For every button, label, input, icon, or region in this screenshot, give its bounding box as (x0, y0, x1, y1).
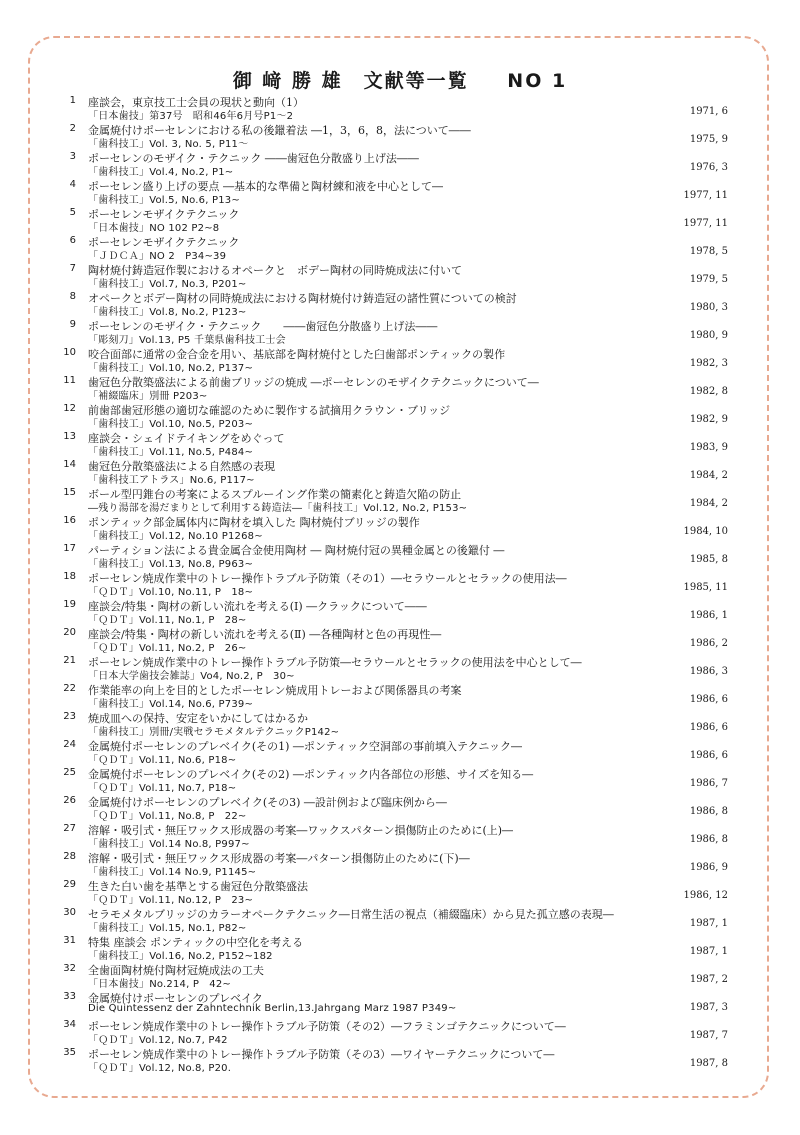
entry-number: 20 (63, 627, 76, 638)
entry-title: 座談会，東京技工士会員の現状と動向（1） (88, 96, 304, 109)
entry-number: 8 (69, 291, 76, 302)
entry-number: 9 (69, 319, 76, 330)
list-item (60, 542, 728, 570)
entry-source: 「日本歯技」第37号 昭和46年6月号P1～2 (88, 111, 294, 122)
entry-date: 1986, 7 (689, 778, 728, 789)
entry-source: 「歯科技工」Vol. 3, No. 5, P11～ (88, 139, 249, 150)
entry-number: 13 (63, 431, 76, 442)
entry-date: 1976, 3 (689, 162, 728, 173)
entry-number: 32 (63, 963, 76, 974)
entry-number: 11 (63, 375, 76, 386)
entry-title: 生きた白い歯を基準とする歯冠色分散築盛法 (88, 880, 308, 893)
entry-title: 金属焼付けポーセレンにおける私の後鑞着法 ―1，3，6，8，法について―― (88, 124, 471, 137)
list-item (60, 374, 728, 402)
entry-number: 22 (63, 683, 76, 694)
entry-number: 33 (63, 991, 76, 1002)
entry-date: 1980, 3 (689, 302, 728, 313)
entry-title: 歯冠色分散築盛法による前歯ブリッジの焼成 ―ポーセレンのモザイクテクニックについて― (88, 376, 539, 389)
entry-number: 29 (63, 879, 76, 890)
entry-date: 1977, 11 (683, 218, 728, 229)
list-item (60, 206, 728, 234)
list-item (60, 962, 728, 990)
entry-source: 「歯科技工」Vol.14 No.9, P1145~ (88, 867, 257, 878)
entry-number: 24 (63, 739, 76, 750)
entry-date: 1983, 9 (689, 442, 728, 453)
list-item (60, 738, 728, 766)
list-item (60, 990, 728, 1018)
entry-source: 「ＱＤＴ」Vol.11, No.2, P 26~ (88, 643, 247, 654)
entry-source: 「歯科技工」Vol.10, No.5, P203~ (88, 419, 254, 430)
entry-title: 歯冠色分散築盛法による自然感の表現 (88, 460, 275, 473)
entry-source: 「彫刻刀」Vol.13, P5 千葉県歯科技工士会 (88, 335, 286, 346)
entry-source: 「歯科技工」Vol.13, No.8, P963~ (88, 559, 254, 570)
entry-date: 1986, 2 (689, 638, 728, 649)
entry-title: 溶解・吸引式・無圧ワックス形成器の考案―パターン損傷防止のために(下)― (88, 852, 470, 865)
entry-number: 4 (69, 179, 76, 190)
list-item (60, 598, 728, 626)
entry-source: 「歯科技工」Vol.16, No.2, P152~182 (88, 951, 273, 962)
entry-date: 1986, 8 (689, 806, 728, 817)
entry-date: 1987, 3 (689, 1002, 728, 1013)
bibliography-list (60, 94, 728, 1074)
list-item (60, 318, 728, 346)
entry-title: 金属焼付けポーセレンのプレベイク (88, 992, 263, 1005)
entry-title: ポンティック部金属体内に陶材を填入した 陶材焼付ブリッジの製作 (88, 516, 420, 529)
list-item (60, 1046, 728, 1074)
entry-source: 「日本歯技」No.214, P 42~ (88, 979, 231, 990)
entry-number: 5 (69, 207, 76, 218)
entry-source: 「歯科技工」Vol.5, No.6, P13~ (88, 195, 240, 206)
list-item (60, 850, 728, 878)
list-item (60, 878, 728, 906)
entry-title: ポーセレンモザイクテクニック (88, 208, 240, 221)
entry-date: 1984, 10 (683, 526, 728, 537)
entry-number: 34 (63, 1019, 76, 1030)
entry-title: 全歯面陶材焼付陶材冠焼成法の工夫 (88, 964, 264, 977)
entry-date: 1985, 8 (689, 554, 728, 565)
list-item (60, 906, 728, 934)
entry-number: 15 (63, 487, 76, 498)
entry-title: ボール型円錐台の考案によるスプルーイング作業の簡素化と鋳造欠陥の防止 (88, 488, 462, 501)
entry-title: ポーセレンのモザイク・テクニック ――歯冠色分散盛り上げ法―― (88, 152, 419, 165)
entry-source: 「歯科技工」Vol.14 No.8, P997~ (88, 839, 250, 850)
entry-source: 「歯科技工」Vol.11, No.5, P484~ (88, 447, 254, 458)
entry-date: 1984, 2 (689, 470, 728, 481)
entry-number: 31 (63, 935, 76, 946)
list-item (60, 234, 728, 262)
entry-title: ポーセレン焼成作業中のトレー操作トラブル予防策―セラウールとセラックの使用法を中心として― (88, 656, 582, 669)
entry-date: 1977, 11 (683, 190, 728, 201)
entry-date: 1986, 3 (689, 666, 728, 677)
entry-date: 1985, 11 (683, 582, 728, 593)
entry-date: 1986, 6 (689, 750, 728, 761)
entry-date: 1982, 3 (689, 358, 728, 369)
entry-number: 26 (63, 795, 76, 806)
list-item (60, 402, 728, 430)
entry-number: 16 (63, 515, 76, 526)
entry-title: ポーセレンのモザイク・テクニック ――歯冠色分散盛り上げ法―― (88, 320, 438, 333)
entry-date: 1982, 9 (689, 414, 728, 425)
entry-number: 1 (69, 95, 76, 106)
entry-number: 12 (63, 403, 76, 414)
entry-source: 「ＱＤＴ」Vol.10, No.11, P 18~ (88, 587, 254, 598)
list-item (60, 178, 728, 206)
entry-source: 「歯科技工アトラス」No.6, P117~ (88, 475, 255, 486)
entry-source: 「歯科技工」別冊/実戦セラモメタルテクニックP142~ (88, 727, 340, 738)
entry-date: 1986, 12 (683, 890, 728, 901)
entry-title: ポーセレン焼成作業中のトレー操作トラブル予防策（その1）―セラウールとセラックの使用法― (88, 572, 567, 585)
entry-title: ポーセレン盛り上げの要点 ―基本的な準備と陶材練和液を中心として― (88, 180, 443, 193)
entry-source: 「歯科技工」Vol.8, No.2, P123~ (88, 307, 247, 318)
entry-title: 金属焼付ポーセレンのプレベイク(その2) ―ポンティック内各部位の形態、サイズを知る― (88, 768, 534, 781)
entry-date: 1984, 2 (689, 498, 728, 509)
entry-date: 1986, 8 (689, 834, 728, 845)
entry-title: 座談会/特集・陶材の新しい流れを考える(Ⅱ) ―各種陶材と色の再現性― (88, 628, 442, 641)
entry-number: 19 (63, 599, 76, 610)
entry-number: 21 (63, 655, 76, 666)
entry-number: 14 (63, 459, 76, 470)
entry-source: 「ＱＤＴ」Vol.11, No.1, P 28~ (88, 615, 247, 626)
entry-title: 座談会/特集・陶材の新しい流れを考える(Ⅰ) ―クラックについて―― (88, 600, 427, 613)
entry-number: 18 (63, 571, 76, 582)
entry-title: 金属焼付ポーセレンのプレベイク(その1) ―ポンティック空洞部の事前填入テクニック― (88, 740, 522, 753)
entry-source: 「ＱＤＴ」Vol.11, No.8, P 22~ (88, 811, 247, 822)
entry-source: 「ＱＤＴ」Vol.11, No.7, P18~ (88, 783, 237, 794)
entry-number: 2 (69, 123, 76, 134)
entry-date: 1982, 8 (689, 386, 728, 397)
entry-date: 1987, 1 (689, 918, 728, 929)
entry-number: 7 (69, 263, 76, 274)
entry-date: 1980, 9 (689, 330, 728, 341)
entry-title: ポーセレン焼成作業中のトレー操作トラブル予防策（その3）―ワイヤーテクニックについて― (88, 1048, 555, 1061)
entry-source: 「歯科技工」Vol.15, No.1, P82~ (88, 923, 247, 934)
entry-source: 「ＱＤＴ」Vol.11, No.12, P 23~ (88, 895, 254, 906)
entry-source: 「日本大学歯技会雑誌」Vo4, No.2, P 30~ (88, 671, 295, 682)
entry-date: 1986, 6 (689, 722, 728, 733)
entry-title: ポーセレンモザイクテクニック (88, 236, 240, 249)
entry-source: 「ＱＤＴ」Vol.12, No.7, P42 (88, 1035, 228, 1046)
list-item (60, 654, 728, 682)
entry-source: 「歯科技工」Vol.7, No.3, P201~ (88, 279, 247, 290)
entry-title: 焼成皿への保持、安定をいかにしてはかるか (88, 712, 308, 725)
entry-source: 「日本歯技」NO 102 P2~8 (88, 223, 220, 234)
entry-date: 1986, 6 (689, 694, 728, 705)
list-item (60, 794, 728, 822)
entry-source: 「補綴臨床」別冊 P203~ (88, 391, 208, 402)
entry-title: 特集 座談会 ポンティックの中空化を考える (88, 936, 304, 949)
page-title (0, 66, 800, 93)
entry-source: 「歯科技工」Vol.14, No.6, P739~ (88, 699, 254, 710)
entry-title: 陶材焼付鋳造冠作製におけるオペークと ボデー陶材の同時焼成法に付いて (88, 264, 462, 277)
list-item (60, 822, 728, 850)
entry-number: 10 (63, 347, 76, 358)
list-item (60, 430, 728, 458)
list-item (60, 262, 728, 290)
entry-title: オペークとボデー陶材の同時焼成法における陶材焼付け鋳造冠の諸性質についての検討 (88, 292, 517, 305)
entry-date: 1987, 8 (689, 1058, 728, 1069)
entry-title: 咬合面部に通常の金合金を用い、基底部を陶材焼付とした臼歯部ポンティックの製作 (88, 348, 506, 361)
entry-source: Die Quintessenz der Zahntechnik Berlin,13.Jahrgang Marz 1987 P349~ (88, 1003, 457, 1014)
entry-title: 前歯部歯冠形態の適切な確認のために製作する試摘用クラウン・ブリッジ (88, 404, 451, 417)
entry-date: 1987, 2 (689, 974, 728, 985)
list-item (60, 1018, 728, 1046)
entry-number: 23 (63, 711, 76, 722)
list-item (60, 682, 728, 710)
entry-source: 「ＪＤＣＡ」NO 2 P34~39 (88, 251, 227, 262)
entry-title: 金属焼付けポーセレンのプレベイク(その3) ―設計例および臨床例から― (88, 796, 447, 809)
list-item (60, 346, 728, 374)
entry-number: 28 (63, 851, 76, 862)
entry-date: 1978, 5 (689, 246, 728, 257)
list-item (60, 122, 728, 150)
document-title: 御 﨑 勝 雄 文献等一覧 (232, 70, 469, 92)
entry-title: パーティション法による貴金属合金使用陶材 ― 陶材焼付冠の異種金属との後鑞付 ― (88, 544, 505, 557)
list-item (60, 934, 728, 962)
list-item (60, 626, 728, 654)
entry-date: 1975, 9 (689, 134, 728, 145)
entry-source: 「歯科技工」Vol.12, No.10 P1268~ (88, 531, 263, 542)
list-item (60, 94, 728, 122)
entry-title: ポーセレン焼成作業中のトレー操作トラブル予防策（その2）―フラミンゴテクニックについて― (88, 1020, 566, 1033)
entry-source: 「歯科技工」Vol.4, No.2, P1~ (88, 167, 234, 178)
entry-title: 座談会・シェイドテイキングをめぐって (88, 432, 285, 445)
entry-title: セラモメタルブリッジのカラーオペークテクニック―日常生活の視点（補綴臨床）から見た孤立感の表現― (88, 908, 614, 921)
entry-date: 1987, 1 (689, 946, 728, 957)
entry-title: 作業能率の向上を目的としたポーセレン焼成用トレーおよび関係器具の考案 (88, 684, 462, 697)
entry-date: 1986, 1 (689, 610, 728, 621)
entry-date: 1987, 7 (689, 1030, 728, 1041)
list-item (60, 150, 728, 178)
list-item (60, 486, 728, 514)
entry-number: 3 (69, 151, 76, 162)
entry-number: 35 (63, 1047, 76, 1058)
entry-number: 30 (63, 907, 76, 918)
entry-date: 1986, 9 (689, 862, 728, 873)
entry-date: 1971, 6 (689, 106, 728, 117)
entry-number: 17 (63, 543, 76, 554)
list-item (60, 514, 728, 542)
entry-number: 25 (63, 767, 76, 778)
entry-date: 1979, 5 (689, 274, 728, 285)
entry-source: ―残り湯部を湯だまりとして利用する鋳造法―「歯科技工」Vol.12, No.2, P153~ (88, 503, 468, 514)
entry-source: 「歯科技工」Vol.10, No.2, P137~ (88, 363, 254, 374)
entry-title: 溶解・吸引式・無圧ワックス形成器の考案―ワックスパターン損傷防止のために(上)― (88, 824, 514, 837)
entry-number: 27 (63, 823, 76, 834)
list-item (60, 458, 728, 486)
entry-source: 「ＱＤＴ」Vol.11, No.6, P18~ (88, 755, 237, 766)
list-item (60, 570, 728, 598)
entry-source: 「ＱＤＴ」Vol.12, No.8, P20. (88, 1063, 232, 1074)
list-item (60, 290, 728, 318)
page-number: NO 1 (507, 70, 568, 92)
list-item (60, 766, 728, 794)
entry-number: 6 (69, 235, 76, 246)
list-item (60, 710, 728, 738)
